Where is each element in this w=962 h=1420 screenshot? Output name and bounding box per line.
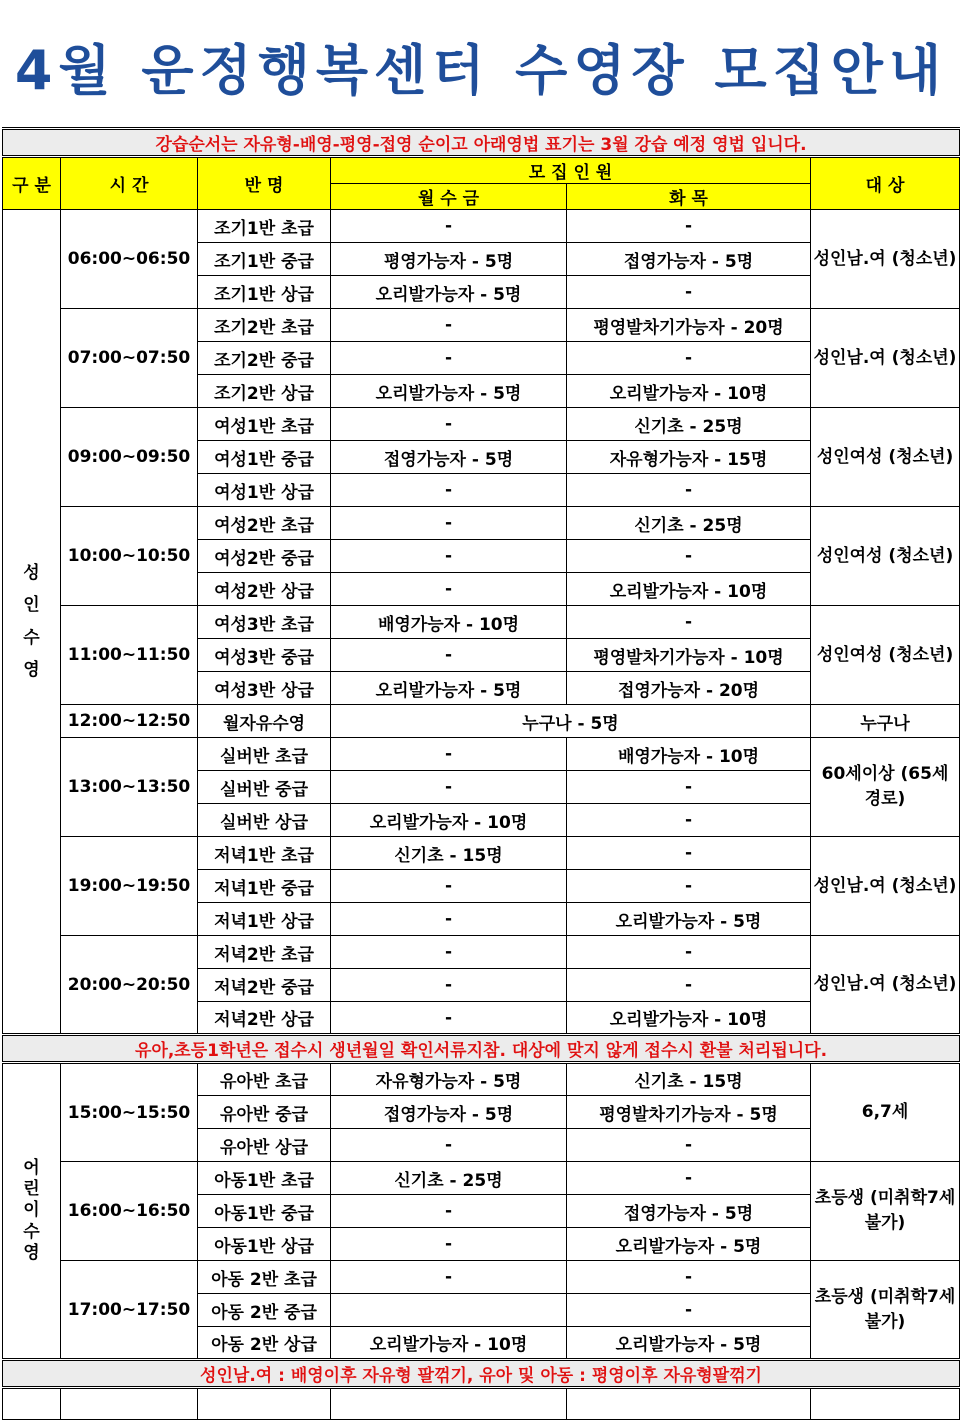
time-cell: 10:00~10:50 [61,507,198,606]
class-name-cell: 실버반 초급 [198,738,331,771]
class-name-cell: 조기1반 상급 [198,276,331,309]
mon-wed-fri-cell: 접영가능자 - 5명 [331,441,567,474]
class-name-cell: 아동1반 상급 [198,1228,331,1261]
time-cell: 20:00~20:50 [61,936,198,1035]
time-cell: 15:00~15:50 [61,1063,198,1162]
empty-cell [567,1388,811,1420]
class-name-cell: 저녁1반 초급 [198,837,331,870]
tue-thu-cell: 자유형가능자 - 15명 [567,441,811,474]
mon-wed-fri-cell: 오리발가능자 - 5명 [331,375,567,408]
time-cell: 16:00~16:50 [61,1162,198,1261]
class-name-cell: 여성2반 상급 [198,573,331,606]
class-row [3,738,960,771]
class-row [3,309,960,342]
time-cell: 09:00~09:50 [61,408,198,507]
tue-thu-cell: 신기초 - 25명 [567,507,811,540]
tue-thu-cell: - [567,210,811,243]
class-row [3,606,960,639]
tue-thu-cell: 오리발가능자 - 5명 [567,1327,811,1360]
tue-thu-cell: - [567,969,811,1002]
mon-wed-fri-cell: - [331,639,567,672]
time-cell: 06:00~06:50 [61,210,198,309]
tue-thu-cell: 신기초 - 25명 [567,408,811,441]
category-kids: 어 린 이 수 영 [3,1063,61,1360]
tue-thu-cell: 접영가능자 - 20명 [567,672,811,705]
class-name-cell: 아동 2반 상급 [198,1327,331,1360]
tue-thu-cell: - [567,804,811,837]
class-row [3,837,960,870]
class-name-cell: 조기2반 상급 [198,375,331,408]
class-name-cell: 조기1반 중급 [198,243,331,276]
notice-row-bottom [3,1360,960,1388]
class-name-cell: 여성2반 중급 [198,540,331,573]
class-row [3,1063,960,1096]
empty-cell [3,1388,61,1420]
class-name-cell: 여성1반 중급 [198,441,331,474]
mon-wed-fri-cell: 평영가능자 - 5명 [331,243,567,276]
tue-thu-cell: 평영발차기가능자 - 5명 [567,1096,811,1129]
mon-wed-fri-cell: 오리발가능자 - 10명 [331,1327,567,1360]
tue-thu-cell: - [567,1261,811,1294]
empty-row [3,1388,960,1420]
mon-wed-fri-cell [331,1294,567,1327]
tue-thu-cell: - [567,870,811,903]
tue-thu-cell: - [567,342,811,375]
tue-thu-cell: - [567,474,811,507]
header-mon-wed-fri: 월 수 금 [331,184,567,210]
class-name-cell: 조기2반 초급 [198,309,331,342]
target-cell: 성인남.여 (청소년) [811,936,960,1035]
class-row-free-swim [3,705,960,738]
mon-wed-fri-cell: - [331,309,567,342]
tue-thu-cell: 평영발차기가능자 - 20명 [567,309,811,342]
class-name-cell: 여성1반 상급 [198,474,331,507]
time-cell: 07:00~07:50 [61,309,198,408]
mon-wed-fri-cell: 오리발가능자 - 5명 [331,276,567,309]
tue-thu-cell: 오리발가능자 - 10명 [567,573,811,606]
time-cell: 13:00~13:50 [61,738,198,837]
mon-wed-fri-cell: - [331,870,567,903]
class-name-cell: 여성1반 초급 [198,408,331,441]
mon-wed-fri-cell: 배영가능자 - 10명 [331,606,567,639]
tue-thu-cell: - [567,276,811,309]
mon-wed-fri-cell: 신기초 - 25명 [331,1162,567,1195]
notice-top: 강습순서는 자유형-배영-평영-접영 순이고 아래영법 표기는 3월 강습 예정 영법 입니다. [3,129,960,157]
mon-wed-fri-cell: - [331,1195,567,1228]
header-class: 반 명 [198,157,331,210]
target-cell: 성인여성 (청소년) [811,507,960,606]
mon-wed-fri-cell: - [331,771,567,804]
header-time: 시 간 [61,157,198,210]
target-cell: 성인남.여 (청소년) [811,210,960,309]
class-name-cell: 저녁2반 초급 [198,936,331,969]
target-cell: 성인여성 (청소년) [811,408,960,507]
mon-wed-fri-cell: - [331,1228,567,1261]
mon-wed-fri-cell: 자유형가능자 - 5명 [331,1063,567,1096]
mon-wed-fri-cell: - [331,573,567,606]
target-cell: 누구나 [811,705,960,738]
mon-wed-fri-cell: - [331,936,567,969]
class-row [3,210,960,243]
mon-wed-fri-cell: - [331,969,567,1002]
recruit-cell: 누구나 - 5명 [331,705,811,738]
tue-thu-cell: 배영가능자 - 10명 [567,738,811,771]
category-adult: 성 인 수 영 [3,210,61,1035]
class-name-cell: 유아반 상급 [198,1129,331,1162]
time-cell: 17:00~17:50 [61,1261,198,1360]
tue-thu-cell: - [567,837,811,870]
target-cell: 60세이상 (65세 경로) [811,738,960,837]
class-row [3,936,960,969]
tue-thu-cell: - [567,540,811,573]
class-row [3,1261,960,1294]
schedule-table [2,127,960,1420]
mon-wed-fri-cell: - [331,210,567,243]
class-row [3,408,960,441]
tue-thu-cell: - [567,1129,811,1162]
mon-wed-fri-cell: 오리발가능자 - 10명 [331,804,567,837]
tue-thu-cell: 접영가능자 - 5명 [567,243,811,276]
class-name-cell: 아동 2반 중급 [198,1294,331,1327]
class-name-cell: 여성3반 상급 [198,672,331,705]
notice-row-mid [3,1035,960,1063]
class-name-cell: 여성3반 중급 [198,639,331,672]
tue-thu-cell: 오리발가능자 - 5명 [567,1228,811,1261]
mon-wed-fri-cell: - [331,1261,567,1294]
time-cell: 19:00~19:50 [61,837,198,936]
mon-wed-fri-cell: - [331,507,567,540]
class-name-cell: 저녁1반 상급 [198,903,331,936]
empty-cell [61,1388,198,1420]
class-name-cell: 아동1반 초급 [198,1162,331,1195]
tue-thu-cell: 평영발차기가능자 - 10명 [567,639,811,672]
tue-thu-cell: - [567,771,811,804]
tue-thu-cell: 오리발가능자 - 10명 [567,1002,811,1035]
header-category: 구 분 [3,157,61,210]
class-name-cell: 유아반 중급 [198,1096,331,1129]
notice-bottom: 성인남.여 : 배영이후 자유형 팔꺾기, 유아 및 아동 : 평영이후 자유형팔꺾기 [3,1360,960,1388]
class-name-cell: 아동1반 중급 [198,1195,331,1228]
class-name-cell: 아동 2반 초급 [198,1261,331,1294]
class-row [3,1162,960,1195]
mon-wed-fri-cell: - [331,1129,567,1162]
page-title: 4월 운정행복센터 수영장 모집안내 [14,39,948,102]
target-cell: 성인남.여 (청소년) [811,309,960,408]
target-cell: 초등생 (미취학7세불가) [811,1162,960,1261]
class-name-cell: 월자유수영 [198,705,331,738]
tue-thu-cell: - [567,1162,811,1195]
mon-wed-fri-cell: - [331,903,567,936]
mon-wed-fri-cell: - [331,474,567,507]
class-name-cell: 조기2반 중급 [198,342,331,375]
header-recruit: 모 집 인 원 [331,157,811,184]
target-cell: 성인남.여 (청소년) [811,837,960,936]
empty-cell [811,1388,960,1420]
notice-mid: 유아,초등1학년은 접수시 생년월일 확인서류지참. 대상에 맞지 않게 접수시 환불 처리됩니다. [3,1035,960,1063]
class-name-cell: 유아반 초급 [198,1063,331,1096]
empty-cell [331,1388,567,1420]
mon-wed-fri-cell: 접영가능자 - 5명 [331,1096,567,1129]
notice-row-top [3,129,960,157]
tue-thu-cell: - [567,936,811,969]
tue-thu-cell: 오리발가능자 - 10명 [567,375,811,408]
class-name-cell: 저녁1반 중급 [198,870,331,903]
tue-thu-cell: - [567,606,811,639]
tue-thu-cell: 신기초 - 15명 [567,1063,811,1096]
target-cell: 6,7세 [811,1063,960,1162]
tue-thu-cell: 접영가능자 - 5명 [567,1195,811,1228]
class-name-cell: 실버반 상급 [198,804,331,837]
time-cell: 12:00~12:50 [61,705,198,738]
tue-thu-cell: - [567,1294,811,1327]
class-name-cell: 조기1반 초급 [198,210,331,243]
header-target: 대 상 [811,157,960,210]
mon-wed-fri-cell: - [331,1002,567,1035]
header-tue-thu: 화 목 [567,184,811,210]
time-cell: 11:00~11:50 [61,606,198,705]
mon-wed-fri-cell: 오리발가능자 - 5명 [331,672,567,705]
class-row [3,507,960,540]
mon-wed-fri-cell: - [331,408,567,441]
target-cell: 초등생 (미취학7세불가) [811,1261,960,1360]
empty-cell [198,1388,331,1420]
class-name-cell: 저녁2반 중급 [198,969,331,1002]
class-name-cell: 실버반 중급 [198,771,331,804]
mon-wed-fri-cell: - [331,738,567,771]
tue-thu-cell: 오리발가능자 - 5명 [567,903,811,936]
mon-wed-fri-cell: 신기초 - 15명 [331,837,567,870]
class-name-cell: 여성3반 초급 [198,606,331,639]
mon-wed-fri-cell: - [331,540,567,573]
mon-wed-fri-cell: - [331,342,567,375]
class-name-cell: 저녁2반 상급 [198,1002,331,1035]
class-name-cell: 여성2반 초급 [198,507,331,540]
target-cell: 성인여성 (청소년) [811,606,960,705]
